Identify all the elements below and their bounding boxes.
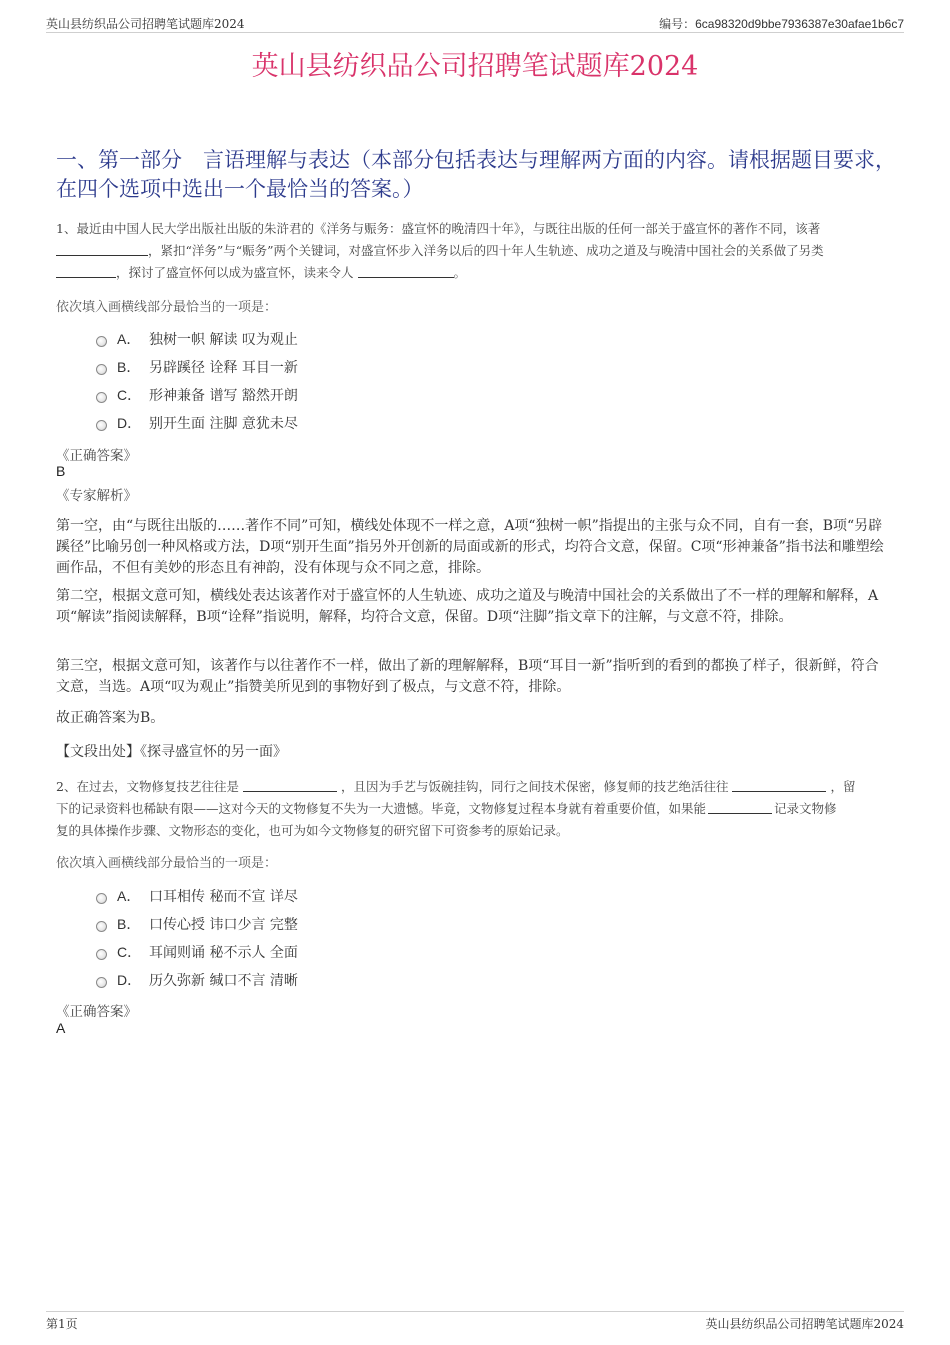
analysis-paragraph: 第二空，根据文意可知，横线处表达该著作对于盛宣怀的人生轨迹、成功之道及与晚清中国社会的关系做出了不一样的理解和解释，A项“解读”指阅读解释，B项“诠释”指说明，解释，均符合文意，保留。D项“注脚”指文章下的注解，与文意不符，排除。 — [56, 588, 879, 625]
fill-blank — [56, 242, 148, 256]
radio-button[interactable] — [96, 977, 107, 988]
q2-text-part: ，留 — [830, 779, 856, 794]
q2-text-part: ，且因为手艺与饭碗挂钩，同行之间技术保密，修复师的技艺绝活往往 — [340, 779, 729, 794]
q2-text-part: 记录文物修 — [774, 801, 837, 816]
question-2-text — [56, 776, 896, 842]
radio-button[interactable] — [96, 364, 107, 375]
option-text: 口耳相传 秘而不宣 详尽 — [149, 889, 298, 905]
question-2-options — [96, 882, 298, 994]
q1-text-part: 1、最近由中国人民大学出版社出版的朱浒君的《洋务与赈务：盛宣怀的晚清四十年》，与既往出版的任何一部关于盛宣怀的著作不同，该著 — [56, 221, 821, 236]
q2-text-part: 下的记录资料也稀缺有限——这对今天的文物修复不失为一大遗憾。毕竟，文物修复过程本身就有着重要价值，如果能 — [56, 801, 707, 816]
question-1-text — [56, 218, 896, 284]
section-heading: 一、第一部分 言语理解与表达（本部分包括表达与理解两方面的内容。请根据题目要求，在四个选项中选出一个最恰当的答案。） — [56, 148, 896, 201]
analysis-conclusion: 故正确答案为B。 — [56, 710, 165, 726]
option-letter: D． — [117, 972, 142, 988]
radio-button[interactable] — [96, 336, 107, 347]
option-d[interactable] — [96, 966, 298, 994]
answer-label: 《正确答案》 — [56, 448, 137, 464]
option-letter: C． — [117, 944, 142, 960]
option-text: 另辟蹊径 诠释 耳目一新 — [149, 360, 298, 376]
q2-text-part: 复的具体操作步骤、文物形态的变化，也可为如今文物修复的研究留下可资参考的原始记录。 — [56, 823, 569, 838]
header-code-label: 编号： — [659, 17, 696, 31]
option-text: 口传心授 讳口少言 完整 — [149, 917, 298, 933]
fill-blank — [708, 800, 772, 814]
answer-value: B — [56, 463, 66, 479]
radio-button[interactable] — [96, 392, 107, 403]
page-title: 英山县纺织品公司招聘笔试题库2024 — [251, 51, 699, 82]
answer-value: A — [56, 1020, 66, 1036]
option-b[interactable] — [96, 910, 298, 938]
q2-text-part: 2、在过去，文物修复技艺往往是 — [56, 779, 239, 794]
option-text: 独树一帜 解读 叹为观止 — [149, 332, 298, 348]
option-c[interactable] — [96, 938, 298, 966]
radio-button[interactable] — [96, 921, 107, 932]
option-d[interactable] — [96, 409, 298, 437]
option-letter: A． — [117, 331, 141, 347]
option-b[interactable] — [96, 353, 298, 381]
fill-blank — [358, 264, 454, 278]
option-a[interactable] — [96, 325, 298, 353]
header-doc-title: 英山县纺织品公司招聘笔试题库2024 — [46, 17, 245, 31]
question-1-options — [96, 325, 298, 437]
q1-text-part: ，探讨了盛宣怀何以成为盛宣怀，读来令人 — [116, 265, 354, 280]
footer-doc-title: 英山县纺织品公司招聘笔试题库2024 — [705, 1317, 904, 1331]
radio-button[interactable] — [96, 420, 107, 431]
radio-button[interactable] — [96, 949, 107, 960]
page-number: 第1页 — [46, 1317, 78, 1331]
option-c[interactable] — [96, 381, 298, 409]
option-text: 历久弥新 缄口不言 清晰 — [149, 973, 298, 989]
option-text: 形神兼备 谱写 豁然开朗 — [149, 388, 298, 404]
header-code-value: 6ca98320d9bbe7936387e30afae1b6c7 — [695, 17, 904, 31]
answer-label: 《正确答案》 — [56, 1004, 137, 1020]
page-header — [46, 14, 904, 33]
option-letter: A． — [117, 888, 141, 904]
option-text: 耳闻则诵 秘不示人 全面 — [149, 945, 298, 961]
page-footer — [46, 1311, 904, 1336]
option-letter: B． — [117, 359, 141, 375]
option-letter: D． — [117, 415, 142, 431]
option-letter: B． — [117, 916, 141, 932]
fill-blank — [732, 778, 826, 792]
option-a[interactable] — [96, 882, 298, 910]
fill-blank — [56, 264, 116, 278]
question-2-prompt: 依次填入画横线部分最恰当的一项是： — [56, 856, 278, 871]
analysis-label: 《专家解析》 — [56, 488, 137, 504]
option-text: 别开生面 注脚 意犹未尽 — [149, 416, 298, 432]
question-1-prompt: 依次填入画横线部分最恰当的一项是： — [56, 300, 278, 315]
q1-text-part: 。 — [453, 265, 467, 280]
q1-text-part: ，紧扣“洋务”与“赈务”两个关键词，对盛宣怀步入洋务以后的四十年人生轨迹、成功之道及与晚清中国社会的关系做了另类 — [148, 243, 824, 258]
header-code — [659, 15, 904, 32]
fill-blank — [243, 778, 337, 792]
radio-button[interactable] — [96, 893, 107, 904]
analysis-paragraph: 第一空，由“与既往出版的……著作不同”可知，横线处体现不一样之意，A项“独树一帜”指提出的主张与众不同，自有一套，B项“另辟蹊径”比喻另创一种风格或方法，D项“别开生面”指另外开创新的局面或新的形式，均符合文意，保留。C项“形神兼备”指书法和雕塑绘画作品，不但有美妙的形态且有神韵，没有体现与众不同之意，排除。 — [56, 518, 884, 576]
option-letter: C． — [117, 387, 142, 403]
source-citation: 【文段出处】《探寻盛宣怀的另一面》 — [56, 744, 287, 760]
analysis-paragraph: 第三空，根据文意可知，该著作与以往著作不一样，做出了新的理解解释，B项“耳目一新”指听到的看到的都换了样子，很新鲜，符合文意，当选。A项“叹为观止”指赞美所见到的事物好到了极点，与文意不符，排除。 — [56, 658, 879, 695]
